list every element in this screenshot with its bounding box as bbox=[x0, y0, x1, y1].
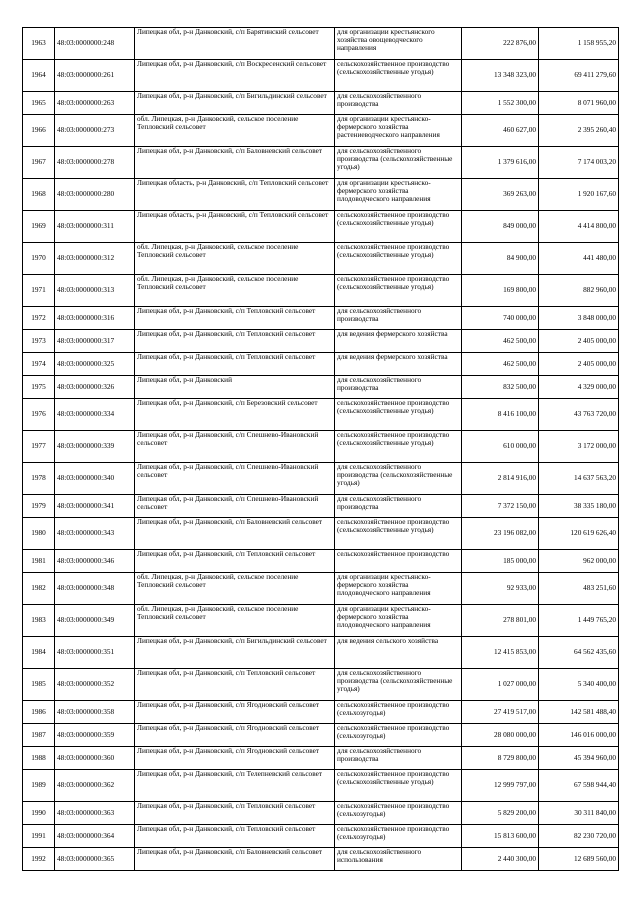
plot-area: 462 500,00 bbox=[462, 353, 539, 376]
row-number: 1980 bbox=[23, 518, 55, 550]
row-number: 1988 bbox=[23, 747, 55, 770]
table-row bbox=[23, 28, 619, 60]
plot-address: Липецкая область, р-н Данковский, с/п Тепловский сельсовет bbox=[135, 211, 335, 243]
plot-area: 740 000,00 bbox=[462, 307, 539, 330]
plot-area: 2 814 916,00 bbox=[462, 463, 539, 495]
cadastral-number: 48:03:0000000:261 bbox=[55, 60, 135, 92]
table-row bbox=[23, 770, 619, 802]
cadastral-value: 43 763 720,00 bbox=[539, 399, 619, 431]
table-row bbox=[23, 147, 619, 179]
plot-area: 1 379 616,00 bbox=[462, 147, 539, 179]
cadastral-value: 64 562 435,60 bbox=[539, 637, 619, 669]
cadastral-number: 48:03:0000000:343 bbox=[55, 518, 135, 550]
cadastral-number: 48:03:0000000:280 bbox=[55, 179, 135, 211]
plot-area: 610 000,00 bbox=[462, 431, 539, 463]
row-number: 1979 bbox=[23, 495, 55, 518]
table-row bbox=[23, 518, 619, 550]
cadastral-value: 7 174 003,20 bbox=[539, 147, 619, 179]
table-row bbox=[23, 60, 619, 92]
plot-area: 15 813 600,00 bbox=[462, 825, 539, 848]
cadastral-value: 4 414 800,00 bbox=[539, 211, 619, 243]
cadastral-value: 441 480,00 bbox=[539, 243, 619, 275]
permitted-use: для сельскохозяйственного производства (сельскохозяйственные угодья) bbox=[335, 669, 462, 701]
plot-area: 5 829 200,00 bbox=[462, 802, 539, 825]
plot-address: обл. Липецкая, р-н Данковский, сельское поселение Тепловский сельсовет bbox=[135, 243, 335, 275]
cadastral-value: 1 449 765,20 bbox=[539, 605, 619, 637]
cadastral-number: 48:03:0000000:359 bbox=[55, 724, 135, 747]
plot-area: 369 263,00 bbox=[462, 179, 539, 211]
plot-address: обл. Липецкая, р-н Данковский, сельское поселение Тепловский сельсовет bbox=[135, 605, 335, 637]
table-row bbox=[23, 330, 619, 353]
plot-area: 8 416 100,00 bbox=[462, 399, 539, 431]
cadastral-value: 45 394 960,00 bbox=[539, 747, 619, 770]
cadastral-value: 67 598 944,40 bbox=[539, 770, 619, 802]
row-number: 1968 bbox=[23, 179, 55, 211]
row-number: 1982 bbox=[23, 573, 55, 605]
permitted-use: сельскохозяйственное производство (сельскохозяйственные угодья) bbox=[335, 770, 462, 802]
permitted-use: для ведения фермерского хозяйства bbox=[335, 330, 462, 353]
cadastral-value: 38 335 180,00 bbox=[539, 495, 619, 518]
plot-area: 13 348 323,00 bbox=[462, 60, 539, 92]
cadastral-number: 48:03:0000000:351 bbox=[55, 637, 135, 669]
plot-area: 222 876,00 bbox=[462, 28, 539, 60]
cadastral-number: 48:03:0000000:360 bbox=[55, 747, 135, 770]
permitted-use: сельскохозяйственное производство (сельскохозяйственные угодья) bbox=[335, 399, 462, 431]
cadastral-value: 3 172 000,00 bbox=[539, 431, 619, 463]
plot-address: обл. Липецкая, р-н Данковский, сельское поселение Тепловский сельсовет bbox=[135, 115, 335, 147]
permitted-use: для организации крестьянско-фермерского хозяйства плодоводческого направления bbox=[335, 605, 462, 637]
cadastral-value: 14 637 563,20 bbox=[539, 463, 619, 495]
cadastral-number: 48:03:0000000:278 bbox=[55, 147, 135, 179]
table-row bbox=[23, 669, 619, 701]
plot-area: 84 900,00 bbox=[462, 243, 539, 275]
row-number: 1970 bbox=[23, 243, 55, 275]
permitted-use: сельскохозяйственное производство bbox=[335, 550, 462, 573]
row-number: 1986 bbox=[23, 701, 55, 724]
table-row bbox=[23, 353, 619, 376]
table-row bbox=[23, 275, 619, 307]
cadastral-value: 4 329 000,00 bbox=[539, 376, 619, 399]
table-row bbox=[23, 802, 619, 825]
permitted-use: для сельскохозяйственного производства bbox=[335, 376, 462, 399]
permitted-use: сельскохозяйственное производство (сельскохозяйственные угодья) bbox=[335, 60, 462, 92]
cadastral-number: 48:03:0000000:311 bbox=[55, 211, 135, 243]
plot-area: 28 080 000,00 bbox=[462, 724, 539, 747]
table-row bbox=[23, 376, 619, 399]
cadastral-value: 69 411 279,60 bbox=[539, 60, 619, 92]
table-row bbox=[23, 211, 619, 243]
cadastral-value: 2 395 260,40 bbox=[539, 115, 619, 147]
plot-area: 849 000,00 bbox=[462, 211, 539, 243]
plot-address: Липецкая обл, р-н Данковский, с/п Барятинский сельсовет bbox=[135, 28, 335, 60]
plot-address: Липецкая обл, р-н Данковский, с/п Тепловский сельсовет bbox=[135, 330, 335, 353]
permitted-use: для сельскохозяйственного производства bbox=[335, 92, 462, 115]
row-number: 1991 bbox=[23, 825, 55, 848]
plot-area: 12 415 853,00 bbox=[462, 637, 539, 669]
plot-address: Липецкая обл, р-н Данковский, с/п Тепловский сельсовет bbox=[135, 802, 335, 825]
cadastral-value: 2 405 000,00 bbox=[539, 353, 619, 376]
permitted-use: для организации крестьянского хозяйства овощеводческого направления bbox=[335, 28, 462, 60]
plot-address: Липецкая обл, р-н Данковский, с/п Бигильдинский сельсовет bbox=[135, 92, 335, 115]
permitted-use: для сельскохозяйственного производства bbox=[335, 495, 462, 518]
permitted-use: для сельскохозяйственного использования bbox=[335, 848, 462, 871]
table-row bbox=[23, 307, 619, 330]
permitted-use: сельскохозяйственное производство (сельхозугодья) bbox=[335, 701, 462, 724]
row-number: 1969 bbox=[23, 211, 55, 243]
table-row bbox=[23, 243, 619, 275]
row-number: 1990 bbox=[23, 802, 55, 825]
plot-address: Липецкая обл, р-н Данковский, с/п Телепневский сельсовет bbox=[135, 770, 335, 802]
cadastral-value: 1 920 167,60 bbox=[539, 179, 619, 211]
table-row bbox=[23, 724, 619, 747]
plot-area: 278 801,00 bbox=[462, 605, 539, 637]
plot-address: Липецкая область, р-н Данковский, с/п Тепловский сельсовет bbox=[135, 179, 335, 211]
plot-address: Липецкая обл, р-н Данковский, с/п Спешнево-Ивановский сельсовет bbox=[135, 431, 335, 463]
plot-area: 1 552 300,00 bbox=[462, 92, 539, 115]
cadastral-number: 48:03:0000000:339 bbox=[55, 431, 135, 463]
cadastral-number: 48:03:0000000:334 bbox=[55, 399, 135, 431]
cadastral-number: 48:03:0000000:326 bbox=[55, 376, 135, 399]
plot-address: Липецкая обл, р-н Данковский, с/п Спешнево-Ивановский сельсовет bbox=[135, 463, 335, 495]
cadastral-number: 48:03:0000000:313 bbox=[55, 275, 135, 307]
cadastral-value: 142 581 488,40 bbox=[539, 701, 619, 724]
cadastral-value: 146 016 000,00 bbox=[539, 724, 619, 747]
plot-area: 1 027 000,00 bbox=[462, 669, 539, 701]
permitted-use: сельскохозяйственное производство (сельскохозяйственные угодья) bbox=[335, 243, 462, 275]
plot-address: обл. Липецкая, р-н Данковский, сельское поселение Тепловский сельсовет bbox=[135, 573, 335, 605]
cadastral-number: 48:03:0000000:273 bbox=[55, 115, 135, 147]
row-number: 1976 bbox=[23, 399, 55, 431]
permitted-use: сельскохозяйственное производство (сельхозугодья) bbox=[335, 825, 462, 848]
plot-area: 185 000,00 bbox=[462, 550, 539, 573]
plot-address: Липецкая обл, р-н Данковский, с/п Тепловский сельсовет bbox=[135, 353, 335, 376]
row-number: 1984 bbox=[23, 637, 55, 669]
cadastral-value: 82 230 720,00 bbox=[539, 825, 619, 848]
permitted-use: для ведения сельского хозяйства bbox=[335, 637, 462, 669]
plot-area: 460 627,00 bbox=[462, 115, 539, 147]
row-number: 1992 bbox=[23, 848, 55, 871]
plot-address: Липецкая обл, р-н Данковский bbox=[135, 376, 335, 399]
table-row bbox=[23, 92, 619, 115]
permitted-use: сельскохозяйственное производство (сельхозугодья) bbox=[335, 724, 462, 747]
cadastral-number: 48:03:0000000:341 bbox=[55, 495, 135, 518]
plot-address: Липецкая обл, р-н Данковский, с/п Воскресенский сельсовет bbox=[135, 60, 335, 92]
permitted-use: сельскохозяйственное производство (сельскохозяйственные угодья) bbox=[335, 275, 462, 307]
row-number: 1972 bbox=[23, 307, 55, 330]
row-number: 1963 bbox=[23, 28, 55, 60]
plot-area: 2 440 300,00 bbox=[462, 848, 539, 871]
cadastral-number: 48:03:0000000:340 bbox=[55, 463, 135, 495]
row-number: 1967 bbox=[23, 147, 55, 179]
permitted-use: для ведения фермерского хозяйства bbox=[335, 353, 462, 376]
plot-address: Липецкая обл, р-н Данковский, с/п Тепловский сельсовет bbox=[135, 825, 335, 848]
table-row bbox=[23, 848, 619, 871]
cadastral-number: 48:03:0000000:248 bbox=[55, 28, 135, 60]
cadastral-number: 48:03:0000000:316 bbox=[55, 307, 135, 330]
plot-address: Липецкая обл, р-н Данковский, с/п Ягодновский сельсовет bbox=[135, 747, 335, 770]
cadastral-number: 48:03:0000000:364 bbox=[55, 825, 135, 848]
plot-area: 169 800,00 bbox=[462, 275, 539, 307]
plot-address: Липецкая обл, р-н Данковский, с/п Ягодновский сельсовет bbox=[135, 724, 335, 747]
plot-area: 12 999 797,00 bbox=[462, 770, 539, 802]
cadastral-value: 12 689 560,00 bbox=[539, 848, 619, 871]
plot-address: Липецкая обл, р-н Данковский, с/п Баловневский сельсовет bbox=[135, 848, 335, 871]
permitted-use: сельскохозяйственное производство (сельскохозяйственные угодья) bbox=[335, 518, 462, 550]
permitted-use: для организации крестьянско-фермерского хозяйства плодоводческого направления bbox=[335, 573, 462, 605]
table-row bbox=[23, 431, 619, 463]
cadastral-number: 48:03:0000000:348 bbox=[55, 573, 135, 605]
permitted-use: сельскохозяйственное производство (сельскохозяйственные угодья) bbox=[335, 431, 462, 463]
permitted-use: для сельскохозяйственного производства bbox=[335, 747, 462, 770]
plot-address: Липецкая обл, р-н Данковский, с/п Баловневский сельсовет bbox=[135, 518, 335, 550]
row-number: 1985 bbox=[23, 669, 55, 701]
plot-area: 832 500,00 bbox=[462, 376, 539, 399]
row-number: 1987 bbox=[23, 724, 55, 747]
table-row bbox=[23, 605, 619, 637]
cadastral-value: 962 000,00 bbox=[539, 550, 619, 573]
cadastral-number: 48:03:0000000:346 bbox=[55, 550, 135, 573]
row-number: 1964 bbox=[23, 60, 55, 92]
row-number: 1973 bbox=[23, 330, 55, 353]
permitted-use: для организации крестьянско-фермерского хозяйства растениеводческого направления bbox=[335, 115, 462, 147]
plot-address: обл. Липецкая, р-н Данковский, сельское поселение Тепловский сельсовет bbox=[135, 275, 335, 307]
plot-address: Липецкая обл, р-н Данковский, с/п Тепловский сельсовет bbox=[135, 307, 335, 330]
land-plots-table bbox=[22, 27, 619, 871]
cadastral-value: 120 619 626,40 bbox=[539, 518, 619, 550]
cadastral-value: 8 071 960,00 bbox=[539, 92, 619, 115]
plot-area: 8 729 800,00 bbox=[462, 747, 539, 770]
table-body bbox=[23, 28, 619, 871]
cadastral-number: 48:03:0000000:365 bbox=[55, 848, 135, 871]
cadastral-number: 48:03:0000000:317 bbox=[55, 330, 135, 353]
table-row bbox=[23, 637, 619, 669]
plot-area: 92 933,00 bbox=[462, 573, 539, 605]
cadastral-number: 48:03:0000000:312 bbox=[55, 243, 135, 275]
permitted-use: для сельскохозяйственного производства bbox=[335, 307, 462, 330]
cadastral-value: 1 158 955,20 bbox=[539, 28, 619, 60]
row-number: 1978 bbox=[23, 463, 55, 495]
plot-address: Липецкая обл, р-н Данковский, с/п Баловневский сельсовет bbox=[135, 147, 335, 179]
plot-address: Липецкая обл, р-н Данковский, с/п Тепловский сельсовет bbox=[135, 550, 335, 573]
permitted-use: для организации крестьянско-фермерского хозяйства плодоводческого направления bbox=[335, 179, 462, 211]
table-row bbox=[23, 550, 619, 573]
table-row bbox=[23, 463, 619, 495]
row-number: 1983 bbox=[23, 605, 55, 637]
cadastral-number: 48:03:0000000:263 bbox=[55, 92, 135, 115]
row-number: 1975 bbox=[23, 376, 55, 399]
permitted-use: для сельскохозяйственного производства (сельскохозяйственные угодья) bbox=[335, 147, 462, 179]
plot-area: 7 372 150,00 bbox=[462, 495, 539, 518]
table-row bbox=[23, 573, 619, 605]
row-number: 1971 bbox=[23, 275, 55, 307]
plot-address: Липецкая обл, р-н Данковский, с/п Березовский сельсовет bbox=[135, 399, 335, 431]
cadastral-value: 3 848 000,00 bbox=[539, 307, 619, 330]
table-row bbox=[23, 179, 619, 211]
table-row bbox=[23, 825, 619, 848]
plot-area: 23 196 082,00 bbox=[462, 518, 539, 550]
cadastral-value: 2 405 000,00 bbox=[539, 330, 619, 353]
permitted-use: для сельскохозяйственного производства (сельскохозяйственные угодья) bbox=[335, 463, 462, 495]
cadastral-number: 48:03:0000000:352 bbox=[55, 669, 135, 701]
table-row bbox=[23, 115, 619, 147]
cadastral-value: 5 340 400,00 bbox=[539, 669, 619, 701]
cadastral-number: 48:03:0000000:363 bbox=[55, 802, 135, 825]
plot-address: Липецкая обл, р-н Данковский, с/п Спешнево-Ивановский сельсовет bbox=[135, 495, 335, 518]
cadastral-value: 483 251,60 bbox=[539, 573, 619, 605]
permitted-use: сельскохозяйственное производство (сельхозугодья) bbox=[335, 802, 462, 825]
cadastral-number: 48:03:0000000:349 bbox=[55, 605, 135, 637]
row-number: 1977 bbox=[23, 431, 55, 463]
plot-area: 462 500,00 bbox=[462, 330, 539, 353]
plot-address: Липецкая обл, р-н Данковский, с/п Тепловский сельсовет bbox=[135, 669, 335, 701]
plot-address: Липецкая обл, р-н Данковский, с/п Бигильдинский сельсовет bbox=[135, 637, 335, 669]
cadastral-number: 48:03:0000000:325 bbox=[55, 353, 135, 376]
row-number: 1981 bbox=[23, 550, 55, 573]
table-row bbox=[23, 399, 619, 431]
table-row bbox=[23, 747, 619, 770]
plot-area: 27 419 517,00 bbox=[462, 701, 539, 724]
cadastral-number: 48:03:0000000:362 bbox=[55, 770, 135, 802]
row-number: 1966 bbox=[23, 115, 55, 147]
cadastral-value: 882 960,00 bbox=[539, 275, 619, 307]
permitted-use: сельскохозяйственное производство (сельскохозяйственные угодья) bbox=[335, 211, 462, 243]
table-row bbox=[23, 701, 619, 724]
cadastral-number: 48:03:0000000:358 bbox=[55, 701, 135, 724]
plot-address: Липецкая обл, р-н Данковский, с/п Ягодновский сельсовет bbox=[135, 701, 335, 724]
row-number: 1965 bbox=[23, 92, 55, 115]
row-number: 1974 bbox=[23, 353, 55, 376]
row-number: 1989 bbox=[23, 770, 55, 802]
cadastral-value: 30 311 840,00 bbox=[539, 802, 619, 825]
table-row bbox=[23, 495, 619, 518]
